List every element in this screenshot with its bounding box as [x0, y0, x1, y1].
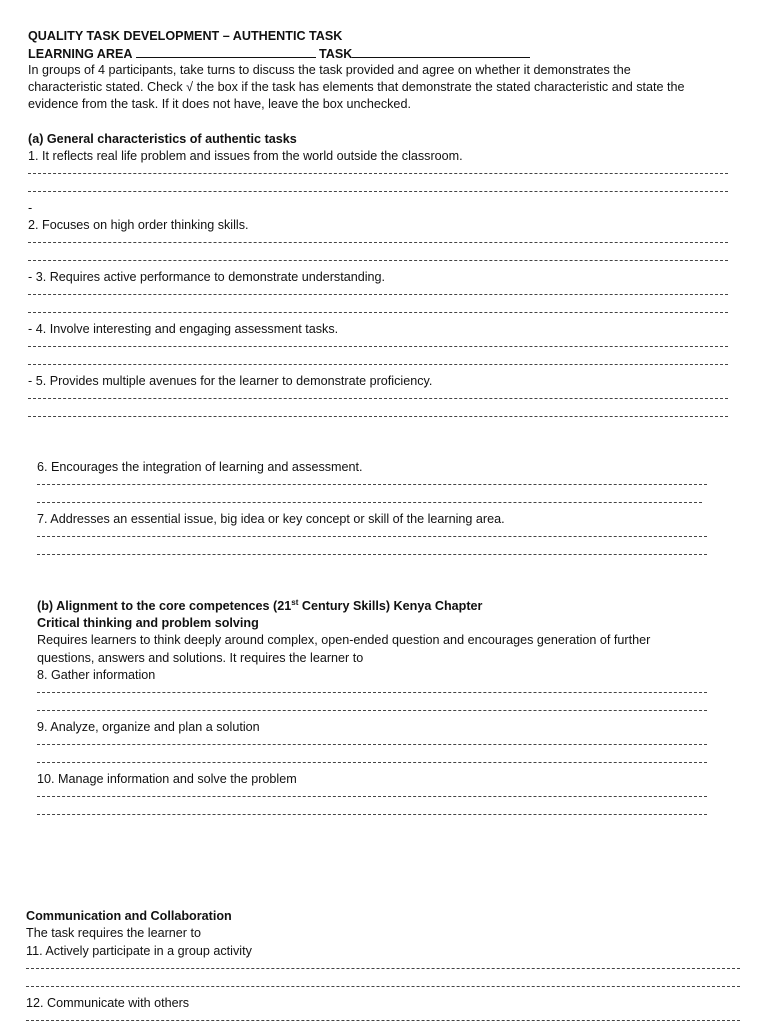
answer-line[interactable]: [28, 294, 728, 295]
instructions-line-1: In groups of 4 participants, take turns to discuss the task provided and agree on whether it demonstrates the: [28, 63, 631, 77]
task-blank[interactable]: [352, 45, 530, 58]
item-11: 11. Actively participate in a group activity: [26, 944, 252, 958]
answer-line[interactable]: [28, 346, 728, 347]
answer-line[interactable]: [28, 173, 728, 174]
answer-line[interactable]: [26, 1020, 740, 1021]
answer-line[interactable]: [37, 692, 707, 693]
task-label: TASK: [319, 47, 353, 61]
section-b-heading: (b) Alignment to the core competences (21st Century Skills) Kenya Chapter: [37, 597, 483, 613]
answer-line[interactable]: [37, 814, 707, 815]
item-1: 1. It reflects real life problem and issues from the world outside the classroom.: [28, 149, 463, 163]
answer-line[interactable]: [37, 554, 707, 555]
instructions-line-2: characteristic stated. Check √ the box if the task has elements that demonstrate the stated characteristic and state the: [28, 80, 685, 94]
learning-area-label: LEARNING AREA: [28, 47, 133, 61]
answer-line[interactable]: [37, 536, 707, 537]
item-5: - 5. Provides multiple avenues for the learner to demonstrate proficiency.: [28, 374, 433, 388]
instructions-line-3: evidence from the task. If it does not have, leave the box unchecked.: [28, 97, 411, 111]
stray-dash: -: [28, 201, 33, 215]
answer-line[interactable]: [37, 710, 707, 711]
item-12: 12. Communicate with others: [26, 996, 190, 1010]
answer-line[interactable]: [28, 191, 728, 192]
section-c-intro: The task requires the learner to: [26, 926, 202, 940]
answer-line[interactable]: [28, 260, 728, 261]
answer-line[interactable]: [26, 968, 740, 969]
answer-line[interactable]: [37, 762, 707, 763]
section-c-heading: Communication and Collaboration: [26, 909, 232, 923]
section-a-heading: (a) General characteristics of authentic tasks: [28, 132, 297, 146]
item-10: 10. Manage information and solve the problem: [37, 772, 297, 786]
item-9: 9. Analyze, organize and plan a solution: [37, 720, 260, 734]
section-b-desc-line-2: questions, answers and solutions. It requires the learner to: [37, 651, 364, 665]
answer-line[interactable]: [37, 744, 707, 745]
answer-line[interactable]: [28, 364, 728, 365]
item-7: 7. Addresses an essential issue, big idea or key concept or skill of the learning area.: [37, 512, 505, 526]
answer-line[interactable]: [28, 242, 728, 243]
learning-area-row: [28, 45, 530, 63]
section-b-subheading: Critical thinking and problem solving: [37, 616, 259, 630]
answer-line[interactable]: [28, 398, 728, 399]
item-8: 8. Gather information: [37, 668, 156, 682]
answer-line[interactable]: [37, 796, 707, 797]
learning-area-blank[interactable]: [136, 45, 316, 58]
document-title: QUALITY TASK DEVELOPMENT – AUTHENTIC TASK: [28, 29, 343, 43]
answer-line[interactable]: [26, 986, 740, 987]
section-b-desc-line-1: Requires learners to think deeply around complex, open-ended question and encourages generation of further: [37, 633, 651, 647]
answer-line[interactable]: [28, 416, 728, 417]
item-3: - 3. Requires active performance to demonstrate understanding.: [28, 270, 386, 284]
item-6: 6. Encourages the integration of learning and assessment.: [37, 460, 363, 474]
item-4: - 4. Involve interesting and engaging assessment tasks.: [28, 322, 339, 336]
item-2: 2. Focuses on high order thinking skills.: [28, 218, 249, 232]
answer-line[interactable]: [37, 502, 702, 503]
answer-line[interactable]: [28, 312, 728, 313]
answer-line[interactable]: [37, 484, 707, 485]
